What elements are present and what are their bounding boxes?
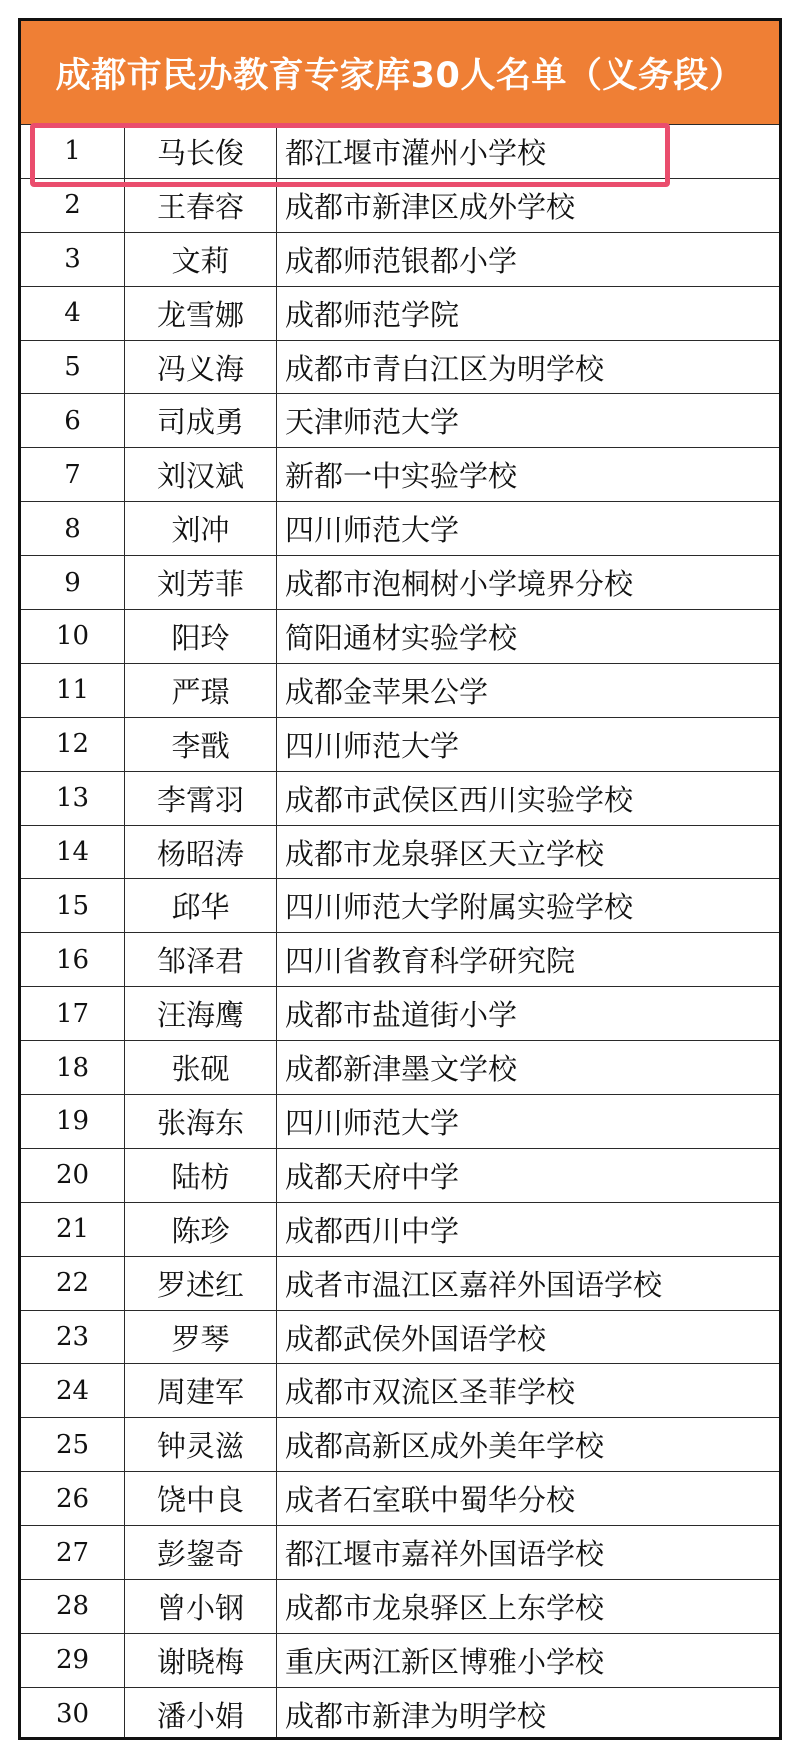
expert-name-cell: 严璟: [125, 664, 277, 717]
table-row: [21, 124, 779, 178]
organization-cell: 成都高新区成外美年学校: [285, 1429, 605, 1464]
expert-name-cell: 钟灵滋: [125, 1418, 277, 1471]
table-row: [21, 986, 779, 1040]
table-row: [21, 1417, 779, 1471]
row-number-cell: 24: [21, 1364, 125, 1417]
organization-cell: 成者市温江区嘉祥外国语学校: [285, 1267, 663, 1302]
row-number-cell: 15: [21, 879, 125, 932]
organization-cell: 成者石室联中蜀华分校: [285, 1483, 576, 1518]
table-row: [21, 878, 779, 932]
row-number-cell: 29: [21, 1634, 125, 1687]
row-number-cell: 2: [21, 179, 125, 232]
row-number-cell: 4: [21, 287, 125, 340]
expert-roster-table: [21, 124, 779, 1740]
table-row: [21, 1579, 779, 1633]
table-row: [21, 340, 779, 394]
row-number-cell: 25: [21, 1418, 125, 1471]
row-number-cell: 16: [21, 933, 125, 986]
table-row: [21, 447, 779, 501]
expert-name-cell: 冯义海: [125, 341, 277, 394]
table-row: [21, 1040, 779, 1094]
organization-cell: 成都市泡桐树小学境界分校: [285, 567, 634, 602]
expert-name-cell: 李戬: [125, 718, 277, 771]
organization-cell: 成都市双流区圣菲学校: [285, 1375, 576, 1410]
document-title: 成都市民办教育专家库30人名单（义务段）: [55, 55, 745, 96]
document-frame: [18, 18, 782, 1740]
organization-cell: 成都市青白江区为明学校: [285, 351, 605, 386]
row-number-cell: 5: [21, 341, 125, 394]
table-row: [21, 609, 779, 663]
row-number-cell: 13: [21, 772, 125, 825]
table-row: [21, 1148, 779, 1202]
row-number-cell: 26: [21, 1472, 125, 1525]
organization-cell: 都江堰市嘉祥外国语学校: [285, 1537, 605, 1572]
table-row: [21, 232, 779, 286]
organization-cell: 都江堰市灌州小学校: [285, 135, 547, 170]
expert-name-cell: 潘小娟: [125, 1688, 277, 1740]
row-number-cell: 3: [21, 233, 125, 286]
expert-name-cell: 刘汉斌: [125, 448, 277, 501]
expert-name-cell: 周建军: [125, 1364, 277, 1417]
row-number-cell: 21: [21, 1203, 125, 1256]
row-number-cell: 10: [21, 610, 125, 663]
row-number-cell: 27: [21, 1526, 125, 1579]
expert-name-cell: 张砚: [125, 1041, 277, 1094]
expert-name-cell: 李霄羽: [125, 772, 277, 825]
row-number-cell: 1: [21, 125, 125, 178]
organization-cell: 四川师范大学: [285, 1105, 460, 1140]
organization-cell: 新都一中实验学校: [285, 459, 518, 494]
organization-cell: 四川师范大学: [285, 728, 460, 763]
expert-name-cell: 阳玲: [125, 610, 277, 663]
expert-name-cell: 彭鋆奇: [125, 1526, 277, 1579]
organization-cell: 四川省教育科学研究院: [285, 944, 576, 979]
expert-name-cell: 杨昭涛: [125, 826, 277, 879]
expert-name-cell: 汪海鹰: [125, 987, 277, 1040]
expert-name-cell: 司成勇: [125, 394, 277, 447]
organization-cell: 成都天府中学: [285, 1159, 460, 1194]
expert-name-cell: 张海东: [125, 1095, 277, 1148]
organization-cell: 成都金苹果公学: [285, 674, 489, 709]
table-row: [21, 1525, 779, 1579]
organization-cell: 成都市新津为明学校: [285, 1698, 547, 1733]
table-row: [21, 932, 779, 986]
organization-cell: 成都新津墨文学校: [285, 1052, 518, 1087]
row-number-cell: 9: [21, 556, 125, 609]
table-row: [21, 1363, 779, 1417]
table-row: [21, 1310, 779, 1364]
expert-name-cell: 邹泽君: [125, 933, 277, 986]
table-row: [21, 555, 779, 609]
organization-cell: 成都西川中学: [285, 1213, 460, 1248]
table-row: [21, 771, 779, 825]
row-number-cell: 8: [21, 502, 125, 555]
row-number-cell: 7: [21, 448, 125, 501]
organization-cell: 成都市盐道街小学: [285, 998, 518, 1033]
table-row: [21, 286, 779, 340]
row-number-cell: 17: [21, 987, 125, 1040]
organization-cell: 简阳通材实验学校: [285, 620, 518, 655]
expert-name-cell: 刘芳菲: [125, 556, 277, 609]
organization-cell: 成都师范学院: [285, 297, 460, 332]
organization-cell: 成都市龙泉驿区天立学校: [285, 836, 605, 871]
row-number-cell: 22: [21, 1257, 125, 1310]
expert-name-cell: 邱华: [125, 879, 277, 932]
expert-name-cell: 饶中良: [125, 1472, 277, 1525]
organization-cell: 四川师范大学附属实验学校: [285, 890, 634, 925]
row-number-cell: 30: [21, 1688, 125, 1740]
organization-cell: 重庆两江新区博雅小学校: [285, 1644, 605, 1679]
table-row: [21, 663, 779, 717]
table-row: [21, 1471, 779, 1525]
row-number-cell: 18: [21, 1041, 125, 1094]
expert-name-cell: 曾小钢: [125, 1580, 277, 1633]
table-row: [21, 1202, 779, 1256]
table-row: [21, 1687, 779, 1740]
table-row: [21, 1256, 779, 1310]
row-number-cell: 23: [21, 1311, 125, 1364]
expert-name-cell: 罗琴: [125, 1311, 277, 1364]
table-row: [21, 717, 779, 771]
expert-name-cell: 马长俊: [125, 125, 277, 178]
table-row: [21, 825, 779, 879]
row-number-cell: 20: [21, 1149, 125, 1202]
table-row: [21, 1633, 779, 1687]
organization-cell: 成都武侯外国语学校: [285, 1321, 547, 1356]
row-number-cell: 14: [21, 826, 125, 879]
table-row: [21, 178, 779, 232]
row-number-cell: 28: [21, 1580, 125, 1633]
row-number-cell: 6: [21, 394, 125, 447]
expert-name-cell: 陆枋: [125, 1149, 277, 1202]
expert-name-cell: 文莉: [125, 233, 277, 286]
table-row: [21, 1094, 779, 1148]
table-row: [21, 393, 779, 447]
expert-name-cell: 陈珍: [125, 1203, 277, 1256]
expert-name-cell: 谢晓梅: [125, 1634, 277, 1687]
row-number-cell: 12: [21, 718, 125, 771]
table-row: [21, 501, 779, 555]
expert-name-cell: 王春容: [125, 179, 277, 232]
row-number-cell: 11: [21, 664, 125, 717]
organization-cell: 成都市武侯区西川实验学校: [285, 782, 634, 817]
organization-cell: 成都市新津区成外学校: [285, 189, 576, 224]
row-number-cell: 19: [21, 1095, 125, 1148]
organization-cell: 成都师范银都小学: [285, 243, 518, 278]
organization-cell: 四川师范大学: [285, 513, 460, 548]
organization-cell: 天津师范大学: [285, 405, 460, 440]
expert-name-cell: 罗述红: [125, 1257, 277, 1310]
expert-name-cell: 刘冲: [125, 502, 277, 555]
expert-name-cell: 龙雪娜: [125, 287, 277, 340]
title-banner: [21, 21, 779, 124]
organization-cell: 成都市龙泉驿区上东学校: [285, 1590, 605, 1625]
